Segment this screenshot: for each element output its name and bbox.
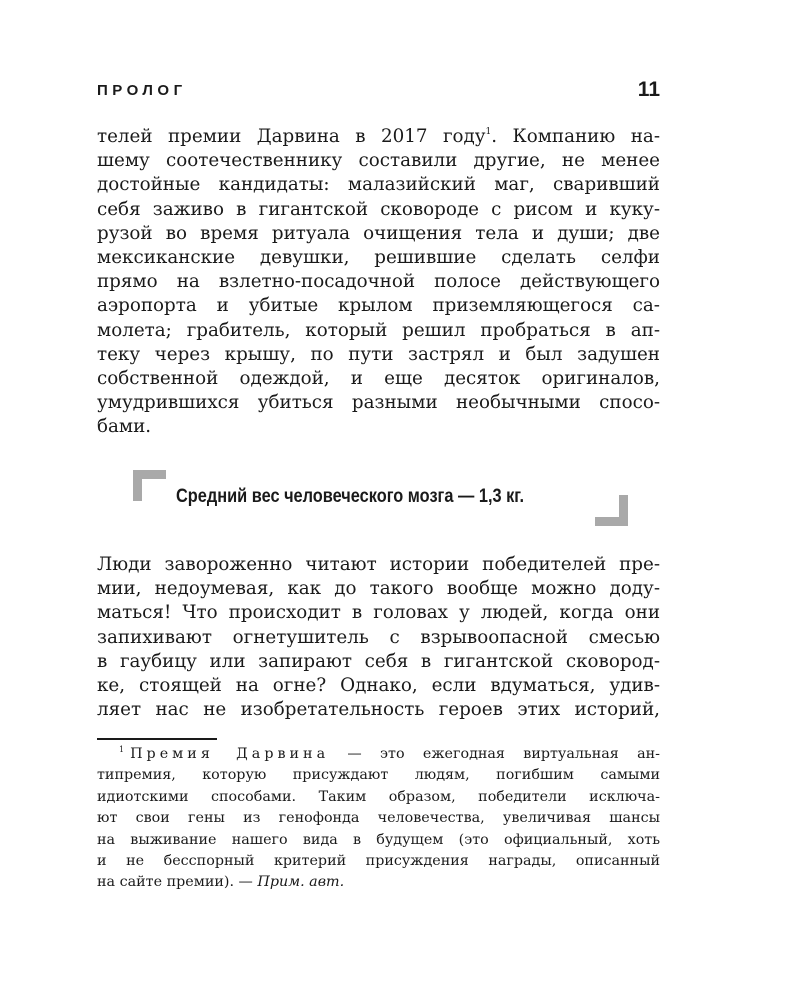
note-tag: Прим. авт. <box>257 874 345 891</box>
text-line: молета; грабитель, который решил пробраться в ап- <box>97 319 660 341</box>
paragraph-2 <box>97 553 660 722</box>
text-line: себя заживо в гигантской сковороде с рисом и куку- <box>97 198 660 220</box>
footnote-divider <box>97 738 217 740</box>
text-line: бами. <box>97 416 152 438</box>
text-line: шему соотечественнику составили другие, не менее <box>97 150 660 172</box>
text-line: ляет нас не изобретательность героев этих историй, <box>97 699 660 721</box>
text-line: собственной одеждой, и еще десяток оригиналов, <box>97 367 660 389</box>
footnote-mark: 1 <box>119 745 125 754</box>
text-line: мии, недоумевая, как до такого вообще можно доду- <box>97 578 660 600</box>
text-line: прямо на взлетно-посадочной полосе действующего <box>97 271 660 293</box>
text-line: маться! Что происходит в головах у людей, когда они <box>97 602 660 624</box>
text-line: аэропорта и убитые крылом приземляющегося са- <box>97 295 660 317</box>
text-line: достойные кандидаты: малазийский маг, сваривший <box>97 174 660 196</box>
footnote-line: идиотскими способами. Таким образом, победители исключа- <box>97 788 660 805</box>
footnote-ref[interactable]: 1 <box>485 127 492 137</box>
running-head <box>97 78 660 106</box>
footnote <box>97 744 660 894</box>
text-line: запихивают огнетушитель с взрывоопасной смесью <box>97 626 660 648</box>
text-line: рузой во время ритуала очищения тела и души; две <box>97 222 660 244</box>
footnote-line: ют свои гены из генофонда человечества, увеличивая шансы <box>97 810 660 827</box>
paragraph-1 <box>97 125 660 439</box>
callout-text: Средний вес человеческого мозга — 1,3 кг. <box>176 486 525 507</box>
text-line: Люди завороженно читают истории победителей пре- <box>97 554 660 575</box>
footnote-line: $^1$ Премия Дарвина — это ежегодная виртуальная ан- <box>119 745 660 762</box>
text-line: теку через крышу, по пути застрял и был задушен <box>97 343 660 365</box>
fact-callout <box>133 470 628 526</box>
page-number: 11 <box>637 78 660 101</box>
footnote-line: и не бесспорный критерий присуждения награды, описанный <box>97 852 660 869</box>
text-line: в гаубицу или запирают себя в гигантской сковород- <box>97 650 660 672</box>
text-line: мексиканские девушки, решившие сделать селфи <box>97 246 660 268</box>
text-line: ке, стоящей на огне? Однако, если вдуматься, удив- <box>97 674 660 696</box>
footnote-line: на сайте премии). — Прим. авт. <box>97 874 345 891</box>
text-line: умудрившихся убиться разными необычными спосо- <box>97 392 660 414</box>
section-title: ПРОЛОГ <box>97 82 187 99</box>
bracket-top-left <box>133 470 142 501</box>
footnote-line: на выживание нашего вида в будущем (это официальный, хоть <box>97 831 660 848</box>
text-line: телей премии Дарвина в 2017 году$^1$. Компанию на- <box>97 126 660 147</box>
footnote-line: типремия, которую присуждают людям, погибшим самыми <box>97 767 660 784</box>
bracket-bottom-right <box>619 495 628 526</box>
footnote-term: Премия Дарвина <box>130 746 330 762</box>
